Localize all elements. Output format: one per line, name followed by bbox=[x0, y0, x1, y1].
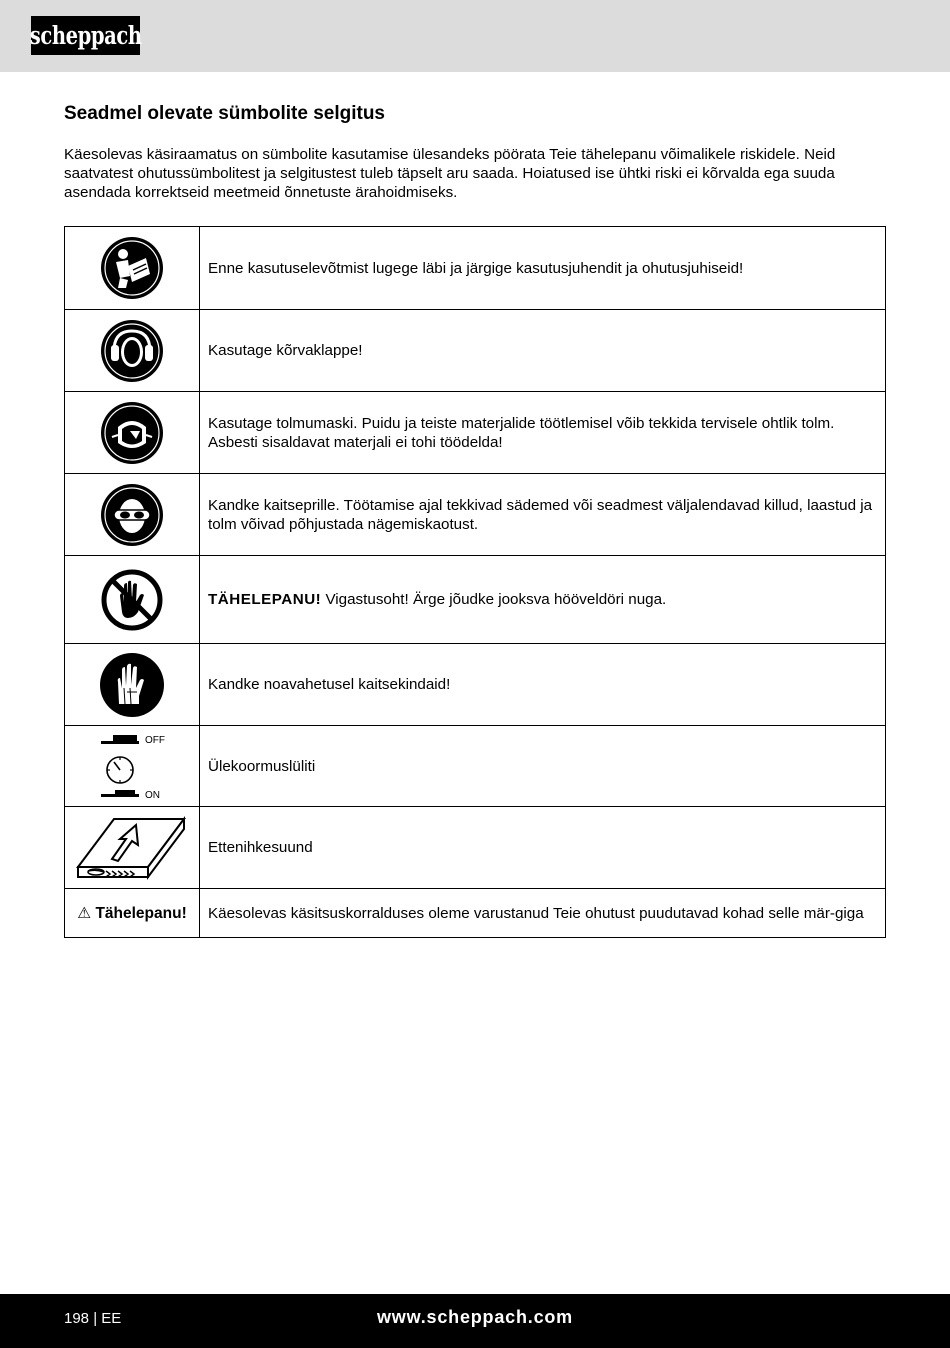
symbol-description: Kandke kaitseprille. Töötamise ajal tekkivad sädemed või seadmest väljalendavad killud, laastud ja tolm võivad põhjustada nägemiskaotust. bbox=[200, 474, 886, 556]
page-title: Seadmel olevate sümbolite selgitus bbox=[64, 103, 385, 124]
table-row bbox=[65, 227, 886, 310]
website-link[interactable]: www.scheppach.com bbox=[377, 1307, 573, 1327]
symbol-description: Kandke noavahetusel kaitsekindaid! bbox=[200, 644, 886, 726]
symbol-description: Ettenihkesuund bbox=[200, 807, 886, 889]
table-row bbox=[65, 726, 886, 807]
gloves-icon bbox=[99, 652, 165, 718]
table-row bbox=[65, 310, 886, 392]
symbol-description: Ülekoormuslüliti bbox=[200, 726, 886, 807]
symbol-cell bbox=[65, 644, 200, 726]
no-hands-icon bbox=[100, 568, 164, 632]
safety-goggles-icon bbox=[100, 483, 164, 547]
symbol-description: Käesolevas käsitsuskorralduses oleme varustanud Teie ohutust puudutavad kohad selle mär-giga bbox=[200, 889, 886, 938]
scheppach-logo: scheppach bbox=[31, 16, 140, 55]
dust-mask-icon bbox=[100, 401, 164, 465]
page-footer bbox=[0, 1294, 950, 1348]
intro-paragraph: Käesolevas käsiraamatus on sümbolite kasutamise ülesandeks pöörata Teie tähelepanu võimalikele riskidele. Neid saatvatest ohutussümbolitest ja selgitustest tuleb täpselt aru saada. Hoiatused ise ühtki riski ei kõrvalda ega suuda asendada korrektseid meetmeid õnnetuste ärahoidmiseks. bbox=[64, 146, 836, 201]
symbol-cell bbox=[65, 807, 200, 889]
page-header bbox=[0, 0, 950, 72]
symbol-description: Enne kasutuselevõtmist lugege läbi ja järgige kasutusjuhendit ja ohutusjuhiseid! bbox=[200, 227, 886, 310]
table-row bbox=[65, 556, 886, 644]
table-row bbox=[65, 392, 886, 474]
symbol-cell bbox=[65, 726, 200, 807]
overload-switch-icon bbox=[65, 727, 199, 805]
table-row bbox=[65, 474, 886, 556]
off-label: OFF bbox=[145, 735, 165, 746]
symbol-cell bbox=[65, 556, 200, 644]
warning-keyword: TÄHELEPANU! bbox=[208, 591, 322, 608]
warning-label: ⚠ Tähelepanu! bbox=[77, 904, 187, 922]
symbol-cell bbox=[65, 889, 200, 938]
symbols-table bbox=[64, 226, 886, 938]
symbol-cell bbox=[65, 474, 200, 556]
on-label: ON bbox=[145, 790, 160, 801]
symbol-cell bbox=[65, 310, 200, 392]
table-row bbox=[65, 644, 886, 726]
symbol-cell bbox=[65, 227, 200, 310]
symbol-cell bbox=[65, 392, 200, 474]
symbol-description: Kasutage kõrvaklappe! bbox=[200, 310, 886, 392]
symbol-description: TÄHELEPANU! Vigastusoht! Ärge jõudke jooksva hööveldöri nuga. bbox=[200, 556, 886, 644]
read-manual-icon bbox=[100, 236, 164, 300]
warning-triangle-icon: ⚠ bbox=[77, 904, 92, 922]
table-row bbox=[65, 889, 886, 938]
table-row bbox=[65, 807, 886, 889]
page-number: 198 | EE bbox=[64, 1310, 122, 1327]
symbol-description: Kasutage tolmumaski. Puidu ja teiste materjalide töötlemisel võib tekkida tervisele ohtlik tolm. Asbesti sisaldavat materjali ei tohi töödelda! bbox=[200, 392, 886, 474]
feed-direction-icon bbox=[76, 813, 188, 883]
ear-protection-icon bbox=[100, 319, 164, 383]
